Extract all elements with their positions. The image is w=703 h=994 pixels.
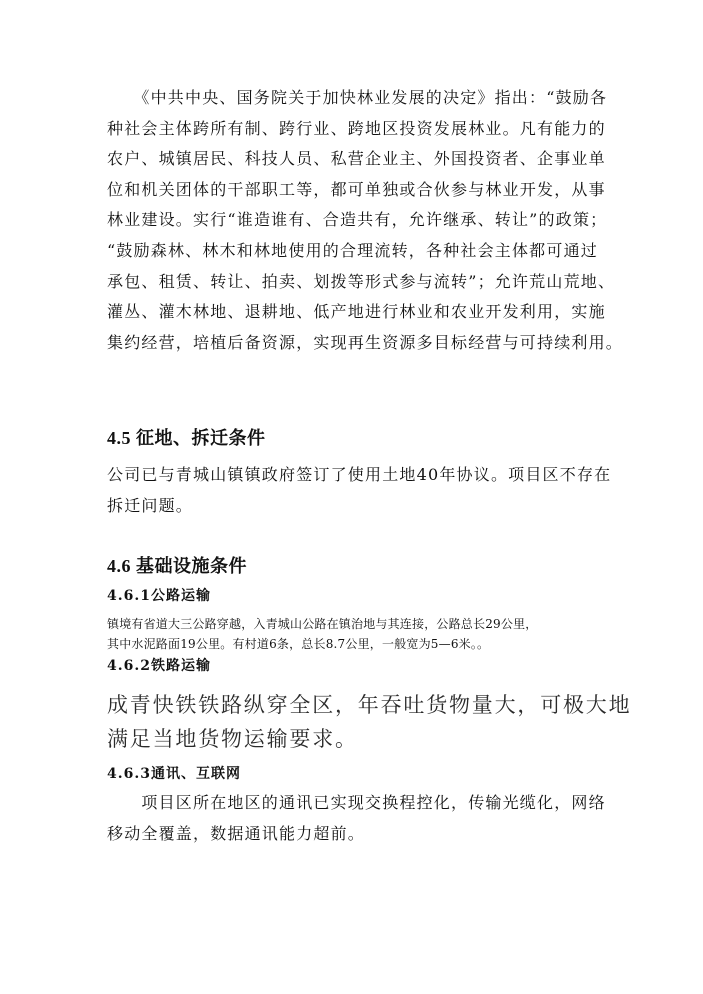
section-heading-land-acquisition: 4.5 征地、拆迁条件 <box>107 428 266 448</box>
text-line: 灌丛、灌木林地、退耕地、低产地进行林业和农业开发利用，实施 <box>107 302 606 322</box>
text-line: 《中共中央、国务院关于加快林业发展的决定》指出：“鼓励各 <box>107 88 608 107</box>
text-line: 林业建设。实行“谁造谁有、合造共有，允许继承、转让”的政策； <box>107 210 608 230</box>
text-line: 种社会主体跨所有制、跨行业、跨地区投资发展林业。凡有能力的 <box>107 118 606 138</box>
text-line: 集约经营，培植后备资源，实现再生资源多目标经营与可持续利用。 <box>107 332 624 352</box>
railway-paragraph <box>107 688 631 756</box>
text-line: 其中水泥路面19公里。有村道6条，总长8.7公里，一般宽为5—6米。。 <box>107 637 490 651</box>
section-heading-infrastructure: 4.6 基础设施条件 <box>107 556 247 576</box>
text-line: 公司已与青城山镇镇政府签订了使用土地40年协议。项目区不存在 <box>107 465 612 484</box>
text-line: 项目区所在地区的通讯已实现交换程控化，传输光缆化，网络 <box>107 793 606 812</box>
text-line: “鼓励森林、林木和林地使用的合理流转，各种社会主体都可通过 <box>107 240 598 260</box>
text-line: 成青快铁铁路纵穿全区，年吞吐货物量大，可极大地 <box>107 693 632 717</box>
subsection-heading-railway: 4.6.2铁路运输 <box>107 658 211 674</box>
text-line: 位和机关团体的干部职工等，都可单独或合伙参与林业开发，从事 <box>107 179 606 199</box>
text-line: 镇境有省道大三公路穿越，入青城山公路在镇治地与其连接，公路总长29公里， <box>107 617 538 631</box>
telecom-paragraph <box>107 788 605 849</box>
text-line: 农户、城镇居民、科技人员、私营企业主、外国投资者、企事业单 <box>107 149 606 169</box>
text-line: 满足当地货物运输要求。 <box>107 727 358 751</box>
land-acquisition-paragraph <box>107 460 612 521</box>
text-line: 承包、租赁、转让、拍卖、划拨等形式参与流转”；允许荒山荒地、 <box>107 271 616 291</box>
subsection-heading-highway: 4.6.1公路运输 <box>107 588 211 604</box>
subsection-heading-telecom: 4.6.3通讯、互联网 <box>107 766 241 782</box>
text-line: 移动全覆盖，数据通讯能力超前。 <box>107 823 366 843</box>
text-line: 拆迁问题。 <box>107 495 194 515</box>
forestry-policy-paragraph <box>107 83 624 358</box>
highway-paragraph <box>107 614 607 654</box>
